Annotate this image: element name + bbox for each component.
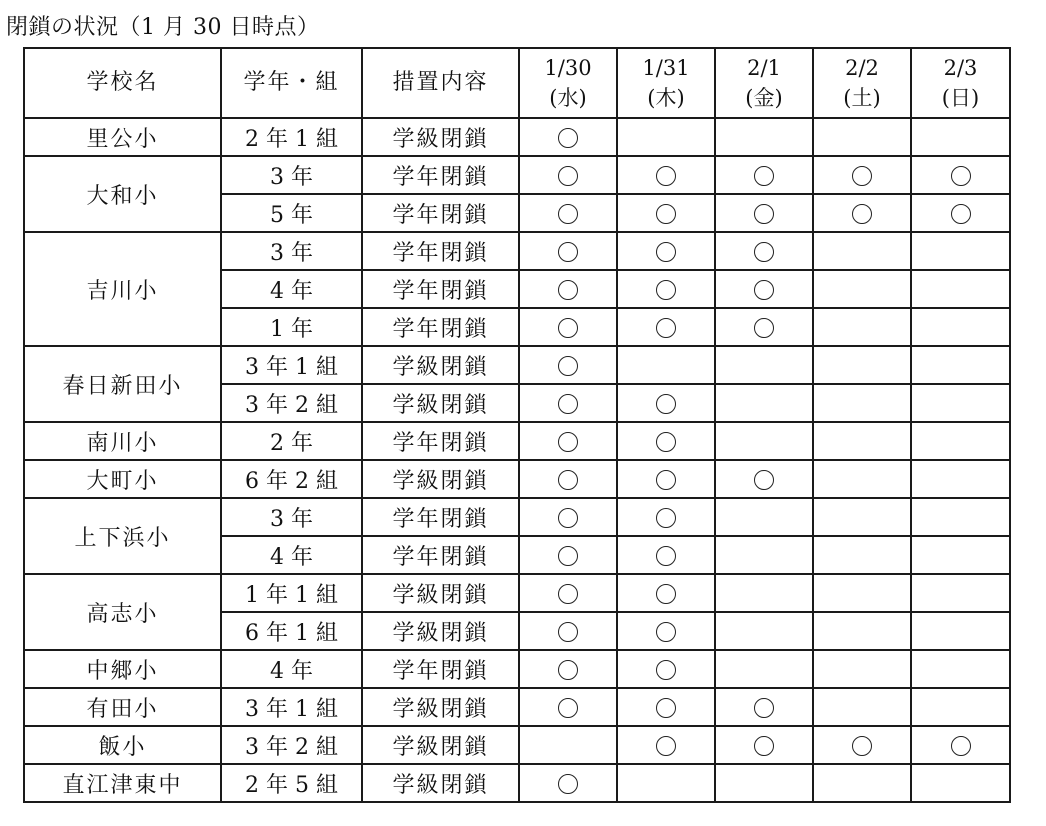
date-status-cell: [813, 574, 911, 612]
date-status-cell: [911, 574, 1010, 612]
grade-cell: 5 年: [221, 194, 362, 232]
date-status-cell: [911, 688, 1010, 726]
date-status-cell: [911, 194, 1010, 232]
closure-table: [23, 47, 1011, 803]
header-date-value: 2/3: [943, 56, 978, 80]
grade-cell: 2 年: [221, 422, 362, 460]
table-row: [24, 232, 1010, 270]
date-status-cell: [617, 726, 715, 764]
school-name-cell: 吉川小: [24, 232, 221, 346]
date-status-cell: [911, 232, 1010, 270]
closed-mark-icon: [754, 166, 774, 186]
header-date: [911, 48, 1010, 118]
measure-cell: 学級閉鎖: [362, 574, 519, 612]
header-date: [617, 48, 715, 118]
header-date-value: 2/2: [845, 56, 879, 80]
date-status-cell: [519, 764, 617, 802]
closed-mark-icon: [558, 356, 578, 376]
header-measure: 措置内容: [362, 48, 519, 118]
date-status-cell: [911, 422, 1010, 460]
grade-cell: 4 年: [221, 536, 362, 574]
school-name-cell: 大町小: [24, 460, 221, 498]
date-status-cell: [911, 308, 1010, 346]
date-status-cell: [519, 194, 617, 232]
date-status-cell: [617, 612, 715, 650]
date-status-cell: [519, 384, 617, 422]
header-date: [813, 48, 911, 118]
date-status-cell: [715, 384, 813, 422]
measure-cell: 学級閉鎖: [362, 726, 519, 764]
closed-mark-icon: [754, 470, 774, 490]
measure-cell: 学級閉鎖: [362, 460, 519, 498]
closed-mark-icon: [852, 166, 872, 186]
measure-cell: 学年閉鎖: [362, 650, 519, 688]
header-date-day: (木): [647, 86, 685, 110]
date-status-cell: [911, 536, 1010, 574]
closed-mark-icon: [558, 394, 578, 414]
closed-mark-icon: [754, 242, 774, 262]
closed-mark-icon: [656, 546, 676, 566]
date-status-cell: [715, 346, 813, 384]
measure-cell: 学年閉鎖: [362, 498, 519, 536]
date-status-cell: [715, 194, 813, 232]
closed-mark-icon: [951, 166, 971, 186]
date-status-cell: [715, 270, 813, 308]
grade-cell: 1 年: [221, 308, 362, 346]
date-status-cell: [519, 156, 617, 194]
date-status-cell: [519, 574, 617, 612]
table-row: [24, 688, 1010, 726]
date-status-cell: [519, 232, 617, 270]
measure-cell: 学年閉鎖: [362, 232, 519, 270]
closed-mark-icon: [558, 584, 578, 604]
closed-mark-icon: [558, 546, 578, 566]
date-status-cell: [813, 270, 911, 308]
grade-cell: 2 年 1 組: [221, 118, 362, 156]
closed-mark-icon: [951, 736, 971, 756]
date-status-cell: [715, 498, 813, 536]
date-status-cell: [617, 118, 715, 156]
date-status-cell: [519, 270, 617, 308]
date-status-cell: [813, 232, 911, 270]
closed-mark-icon: [656, 698, 676, 718]
page-title: 閉鎖の状況（1 月 30 日時点）: [6, 15, 320, 40]
grade-cell: 3 年 1 組: [221, 688, 362, 726]
grade-cell: 3 年: [221, 498, 362, 536]
closed-mark-icon: [558, 128, 578, 148]
date-status-cell: [617, 422, 715, 460]
closed-mark-icon: [951, 204, 971, 224]
date-status-cell: [519, 688, 617, 726]
header-date: [715, 48, 813, 118]
date-status-cell: [715, 650, 813, 688]
date-status-cell: [813, 726, 911, 764]
closed-mark-icon: [558, 508, 578, 528]
school-name-cell: 大和小: [24, 156, 221, 232]
grade-cell: 3 年: [221, 232, 362, 270]
date-status-cell: [813, 536, 911, 574]
date-status-cell: [813, 118, 911, 156]
header-date-value: 1/31: [642, 56, 690, 80]
measure-cell: 学年閉鎖: [362, 270, 519, 308]
date-status-cell: [617, 384, 715, 422]
grade-cell: 3 年 2 組: [221, 726, 362, 764]
date-status-cell: [715, 726, 813, 764]
date-status-cell: [715, 688, 813, 726]
closed-mark-icon: [656, 622, 676, 642]
school-name-cell: 有田小: [24, 688, 221, 726]
date-status-cell: [813, 764, 911, 802]
measure-cell: 学級閉鎖: [362, 612, 519, 650]
date-status-cell: [519, 308, 617, 346]
closed-mark-icon: [754, 318, 774, 338]
measure-cell: 学年閉鎖: [362, 194, 519, 232]
measure-cell: 学年閉鎖: [362, 536, 519, 574]
date-status-cell: [519, 422, 617, 460]
closed-mark-icon: [656, 166, 676, 186]
date-status-cell: [617, 764, 715, 802]
closed-mark-icon: [558, 318, 578, 338]
school-name-cell: 南川小: [24, 422, 221, 460]
closed-mark-icon: [656, 660, 676, 680]
closed-mark-icon: [656, 470, 676, 490]
date-status-cell: [813, 688, 911, 726]
date-status-cell: [617, 688, 715, 726]
date-status-cell: [617, 194, 715, 232]
date-status-cell: [911, 498, 1010, 536]
date-status-cell: [715, 308, 813, 346]
closed-mark-icon: [558, 280, 578, 300]
measure-cell: 学級閉鎖: [362, 118, 519, 156]
date-status-cell: [617, 346, 715, 384]
date-status-cell: [715, 764, 813, 802]
date-status-cell: [617, 270, 715, 308]
school-name-cell: 中郷小: [24, 650, 221, 688]
school-name-cell: 飯小: [24, 726, 221, 764]
grade-cell: 4 年: [221, 270, 362, 308]
closed-mark-icon: [558, 774, 578, 794]
closed-mark-icon: [852, 204, 872, 224]
date-status-cell: [617, 498, 715, 536]
date-status-cell: [813, 156, 911, 194]
date-status-cell: [911, 270, 1010, 308]
date-status-cell: [617, 460, 715, 498]
date-status-cell: [911, 460, 1010, 498]
grade-cell: 6 年 1 組: [221, 612, 362, 650]
date-status-cell: [911, 650, 1010, 688]
closed-mark-icon: [558, 204, 578, 224]
grade-cell: 6 年 2 組: [221, 460, 362, 498]
table-row: [24, 574, 1010, 612]
closed-mark-icon: [754, 736, 774, 756]
date-status-cell: [813, 460, 911, 498]
date-status-cell: [617, 536, 715, 574]
table-body: [24, 118, 1010, 802]
date-status-cell: [519, 460, 617, 498]
date-status-cell: [519, 726, 617, 764]
closed-mark-icon: [656, 432, 676, 452]
date-status-cell: [519, 498, 617, 536]
closed-mark-icon: [656, 242, 676, 262]
closed-mark-icon: [656, 318, 676, 338]
measure-cell: 学年閉鎖: [362, 156, 519, 194]
date-status-cell: [519, 612, 617, 650]
table-row: [24, 498, 1010, 536]
header-grade: 学年・組: [221, 48, 362, 118]
date-status-cell: [617, 574, 715, 612]
table-row: [24, 422, 1010, 460]
closed-mark-icon: [656, 394, 676, 414]
date-status-cell: [911, 612, 1010, 650]
date-status-cell: [911, 118, 1010, 156]
school-name-cell: 上下浜小: [24, 498, 221, 574]
date-status-cell: [519, 650, 617, 688]
date-status-cell: [813, 650, 911, 688]
closed-mark-icon: [558, 166, 578, 186]
header-date: [519, 48, 617, 118]
closed-mark-icon: [558, 470, 578, 490]
date-status-cell: [813, 612, 911, 650]
date-status-cell: [813, 308, 911, 346]
table-row: [24, 460, 1010, 498]
measure-cell: 学級閉鎖: [362, 346, 519, 384]
grade-cell: 3 年 2 組: [221, 384, 362, 422]
school-name-cell: 高志小: [24, 574, 221, 650]
header-date-day: (金): [745, 86, 783, 110]
closed-mark-icon: [558, 660, 578, 680]
header-date-day: (土): [843, 86, 881, 110]
measure-cell: 学級閉鎖: [362, 688, 519, 726]
grade-cell: 2 年 5 組: [221, 764, 362, 802]
closed-mark-icon: [754, 280, 774, 300]
grade-cell: 4 年: [221, 650, 362, 688]
date-status-cell: [911, 764, 1010, 802]
closed-mark-icon: [852, 736, 872, 756]
closed-mark-icon: [656, 584, 676, 604]
table-row: [24, 726, 1010, 764]
measure-cell: 学級閉鎖: [362, 384, 519, 422]
header-date-value: 1/30: [544, 56, 592, 80]
school-name-cell: 直江津東中: [24, 764, 221, 802]
table-row: [24, 156, 1010, 194]
date-status-cell: [715, 574, 813, 612]
closed-mark-icon: [656, 508, 676, 528]
closed-mark-icon: [558, 242, 578, 262]
table-row: [24, 764, 1010, 802]
table-row: [24, 118, 1010, 156]
date-status-cell: [911, 156, 1010, 194]
date-status-cell: [813, 422, 911, 460]
table-row: [24, 650, 1010, 688]
grade-cell: 1 年 1 組: [221, 574, 362, 612]
closed-mark-icon: [558, 698, 578, 718]
date-status-cell: [519, 118, 617, 156]
school-name-cell: 里公小: [24, 118, 221, 156]
date-status-cell: [715, 536, 813, 574]
date-status-cell: [519, 346, 617, 384]
closed-mark-icon: [558, 622, 578, 642]
date-status-cell: [911, 346, 1010, 384]
closed-mark-icon: [754, 698, 774, 718]
date-status-cell: [715, 156, 813, 194]
header-date-value: 2/1: [747, 56, 781, 80]
date-status-cell: [617, 232, 715, 270]
header-school: 学校名: [24, 48, 221, 118]
date-status-cell: [715, 232, 813, 270]
header-date-day: (水): [549, 86, 587, 110]
date-status-cell: [715, 422, 813, 460]
date-status-cell: [617, 650, 715, 688]
closed-mark-icon: [754, 204, 774, 224]
grade-cell: 3 年: [221, 156, 362, 194]
closed-mark-icon: [656, 736, 676, 756]
closed-mark-icon: [558, 432, 578, 452]
date-status-cell: [813, 194, 911, 232]
date-status-cell: [813, 498, 911, 536]
table-row: [24, 346, 1010, 384]
closed-mark-icon: [656, 280, 676, 300]
date-status-cell: [617, 156, 715, 194]
date-status-cell: [911, 726, 1010, 764]
measure-cell: 学年閉鎖: [362, 308, 519, 346]
date-status-cell: [519, 536, 617, 574]
date-status-cell: [911, 384, 1010, 422]
header-row: [24, 48, 1010, 118]
grade-cell: 3 年 1 組: [221, 346, 362, 384]
closed-mark-icon: [656, 204, 676, 224]
date-status-cell: [715, 612, 813, 650]
header-date-day: (日): [941, 86, 980, 110]
date-status-cell: [813, 346, 911, 384]
date-status-cell: [813, 384, 911, 422]
date-status-cell: [715, 460, 813, 498]
date-status-cell: [617, 308, 715, 346]
measure-cell: 学級閉鎖: [362, 764, 519, 802]
date-status-cell: [715, 118, 813, 156]
school-name-cell: 春日新田小: [24, 346, 221, 422]
measure-cell: 学年閉鎖: [362, 422, 519, 460]
